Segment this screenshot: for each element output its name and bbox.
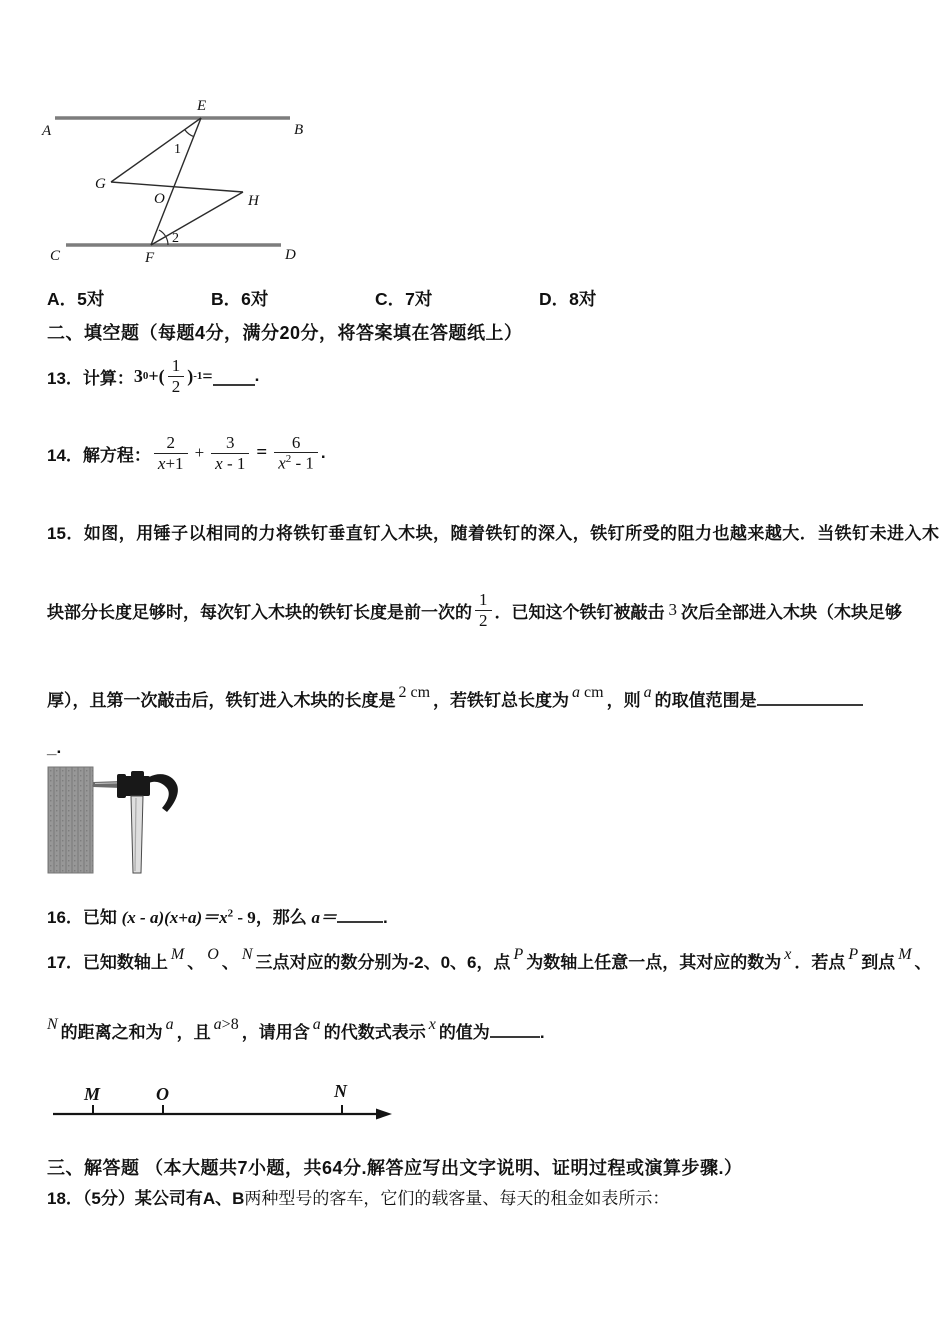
q14-f1-numerator: 2: [166, 432, 175, 452]
hammer-nail-illustration: [47, 763, 247, 878]
q14-label: 14．解方程：: [47, 445, 151, 465]
point-label-f: F: [145, 250, 155, 266]
q17-var-x: x: [784, 946, 792, 963]
point-label-h: H: [248, 193, 259, 209]
q17-text-1: 三点对应的数分别为-2、0、6，点: [255, 953, 511, 972]
option-c: C．7对: [375, 289, 433, 309]
q15-line3-mid2: ，则: [606, 691, 641, 710]
hammer-head-top: [131, 771, 144, 778]
q17-line2: [47, 1018, 545, 1043]
q14-f1-den-rest: +1: [165, 453, 184, 473]
hammer-claw: [149, 774, 178, 812]
question-13: [47, 350, 259, 402]
hammer-handle: [131, 796, 143, 873]
q14-f1-den-var: x: [157, 453, 166, 473]
q16-answer-blank: [337, 903, 383, 923]
numberline-label-n: N: [334, 1081, 347, 1101]
arrowhead: [376, 1109, 392, 1120]
q14-f3-den-exponent: 2: [285, 453, 292, 466]
q17-l2-text-2: ，且: [176, 1023, 211, 1042]
q15-fraction: [475, 590, 492, 630]
q15-line2-mid: ．已知这个铁钉被敲击: [494, 602, 665, 622]
q17-l2-text-1: 的距离之和为: [60, 1023, 163, 1042]
segment-eg: [111, 118, 201, 182]
number-line-figure: [40, 1074, 400, 1126]
q13-fraction-numerator: 1: [171, 355, 181, 375]
q13-period: .: [254, 366, 260, 385]
question-14: [47, 426, 326, 480]
angle-1-arc: [185, 130, 194, 137]
q15-line3-mid: ，若铁钉总长度为: [433, 691, 570, 710]
option-a: A．5对: [47, 289, 105, 309]
q16-label: 16．已知: [47, 908, 122, 927]
point-label-e: E: [197, 98, 207, 114]
q15-var-a: a: [643, 684, 652, 701]
hammer-head: [124, 776, 150, 796]
section-3-header: 三、解答题 （本大题共7小题，共64分.解答应写出文字说明、证明过程或演算步骤.）: [47, 1158, 743, 1178]
point-label-d: D: [285, 247, 296, 263]
q16-mid: ，那么: [255, 908, 312, 927]
q14-f3-denominator: [274, 452, 318, 473]
q17-label: 17．已知数轴上: [47, 953, 168, 972]
q13-answer-blank: [213, 366, 255, 386]
q13-equals: =: [202, 365, 213, 386]
option-d: D．8对: [539, 289, 597, 309]
q17-l2-text-3: ，请用含: [241, 1023, 310, 1042]
q17-ineq-rest: >8: [221, 1016, 239, 1033]
point-label-o: O: [154, 191, 165, 207]
q14-equals: =: [256, 442, 268, 463]
q15-line2-pre: 块部分长度足够时，每次钉入木块的铁钉长度是前一次的: [47, 602, 472, 622]
q17-dunhao-3: 、: [914, 953, 932, 972]
q15-line3: [47, 686, 935, 711]
q15-fraction-numerator: 1: [479, 589, 488, 609]
q17-answer-blank: [490, 1018, 540, 1038]
q14-f3-numerator: 6: [291, 432, 301, 452]
q14-f2-numerator: 3: [226, 432, 235, 452]
q14-f2-den-var: x: [215, 453, 223, 473]
segment-gh: [111, 182, 243, 192]
q14-f3-den-var: x: [278, 453, 286, 473]
q13-label: 13．计算：: [47, 368, 134, 388]
q17-line1: [47, 948, 932, 973]
angle-2-label: 2: [172, 231, 179, 246]
point-label-a: A: [42, 123, 52, 139]
q15-line4: _.: [47, 738, 62, 757]
q17-var-n: N: [241, 946, 253, 963]
q16-minus-9: - 9: [233, 908, 256, 927]
q17-var-n2: N: [47, 1016, 58, 1033]
q15-hit-count: 3: [668, 600, 677, 619]
q17-dunhao-1: 、: [187, 953, 205, 972]
q14-fraction-3: [274, 433, 318, 474]
q18-normal-part: 两种型号的客车，它们的载客量、每天的租金如表所示：: [244, 1189, 670, 1208]
q14-f2-den-rest: - 1: [222, 453, 246, 473]
q13-plus-paren: +(: [148, 365, 165, 386]
option-b: B．6对: [211, 289, 269, 309]
numberline-label-o: O: [156, 1084, 169, 1104]
q14-fraction-2: [211, 433, 249, 473]
q17-ineq-var: a: [213, 1016, 222, 1033]
q17-var-a2: a: [312, 1016, 321, 1033]
geometry-figure: [28, 95, 320, 267]
q14-f2-denominator: [211, 453, 249, 474]
q15-total-length: [569, 684, 607, 702]
q18-bold-part: 18．（5分）某公司有A、B: [47, 1189, 245, 1208]
choice-options: [47, 286, 596, 311]
q15-line3-post: 的取值范围是: [654, 691, 757, 710]
q15-line2-post: 次后全部进入木块（木块足够: [681, 602, 902, 622]
q17-var-a: a: [165, 1016, 174, 1033]
q16-period: .: [383, 908, 388, 927]
q15-fraction-denominator: 2: [475, 610, 492, 631]
q14-f3-den-rest: - 1: [291, 453, 314, 473]
q15-total-unit: cm: [580, 684, 604, 701]
q13-close-paren: ): [187, 365, 194, 386]
q14-f1-denominator: [154, 453, 188, 474]
q15-line3-pre: 厚），且第一次敲击后，铁钉进入木块的长度是: [47, 691, 396, 710]
q15-line2: [47, 577, 902, 643]
q17-text-3: ．若点: [794, 953, 846, 972]
q17-var-m: M: [170, 946, 185, 963]
point-label-b: B: [294, 122, 304, 138]
q15-total-var: a: [572, 684, 581, 701]
section-2-header: 二、填空题（每题4分，满分20分，将答案填在答题纸上）: [47, 323, 523, 343]
q17-dunhao-2: 、: [221, 953, 239, 972]
q14-plus: +: [194, 443, 205, 462]
question-18: [47, 1184, 669, 1209]
angle-1-label: 1: [174, 142, 181, 157]
q14-fraction-1: [154, 433, 188, 473]
q17-text-4: 到点: [861, 953, 896, 972]
q13-exponent-0: 0: [142, 370, 149, 382]
q17-inequality: [211, 1016, 242, 1034]
q17-var-m2: M: [898, 946, 912, 963]
q15-answer-blank: [757, 686, 863, 706]
q16-equation: (x - a)(x+a)＝x: [121, 908, 228, 927]
q15-line1: 15．如图，用锤子以相同的力将铁钉垂直钉入木块，随着铁钉的深入，铁钉所受的阻力也越来越大．当铁钉未进入木: [47, 524, 939, 543]
q17-var-x2: x: [428, 1016, 436, 1033]
q13-fraction: [168, 356, 185, 396]
q17-var-o: O: [207, 946, 219, 963]
q15-depth-value: 2 cm: [398, 684, 431, 701]
q17-var-p: P: [513, 946, 524, 963]
q17-l2-period: .: [539, 1023, 545, 1042]
q14-period: .: [320, 443, 326, 462]
q17-l2-text-5: 的值为: [438, 1023, 490, 1042]
wood-block: [48, 767, 93, 873]
q17-text-2: 为数轴上任意一点，其对应的数为: [526, 953, 782, 972]
q13-fraction-denominator: 2: [168, 376, 185, 397]
q17-var-p2: P: [848, 946, 859, 963]
point-label-c: C: [50, 248, 61, 264]
q17-l2-text-4: 的代数式表示: [323, 1023, 426, 1042]
point-label-g: G: [95, 176, 106, 192]
question-16: [47, 903, 388, 928]
q16-a-equals: a＝: [311, 908, 338, 927]
q13-base: 3: [133, 365, 143, 386]
q16-exponent: 2: [227, 907, 234, 920]
numberline-label-m: M: [84, 1084, 101, 1104]
q13-exponent-neg1: -1: [193, 370, 203, 382]
